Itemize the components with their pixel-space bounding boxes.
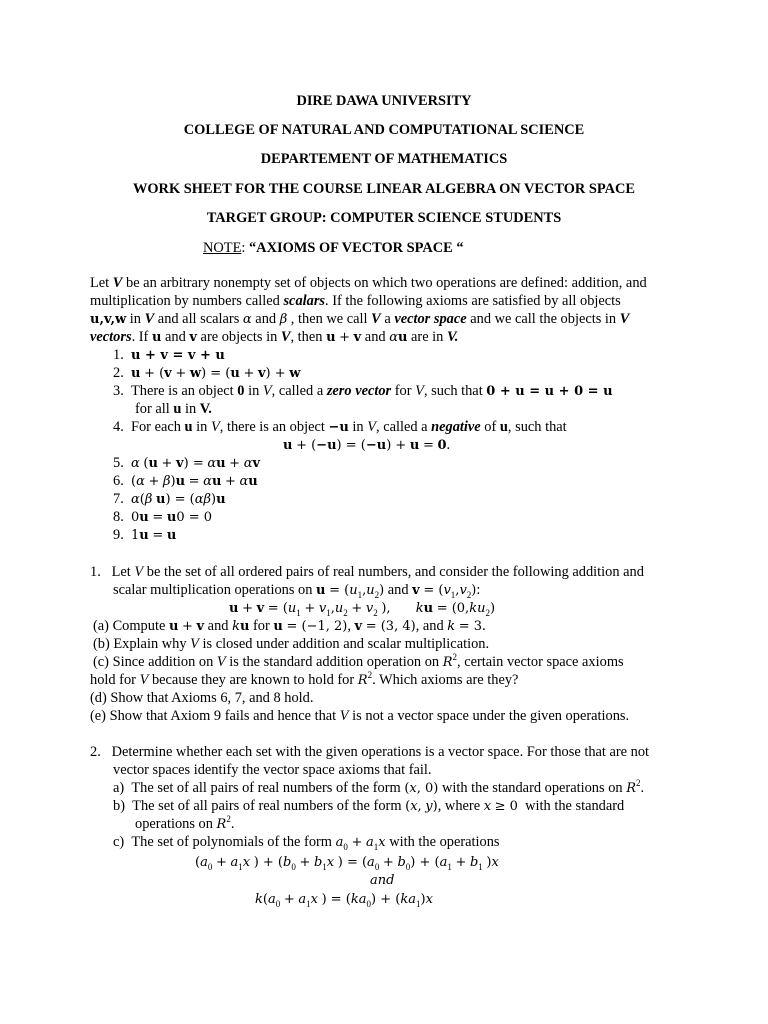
axiom-9: 9. 1u = u <box>113 527 177 543</box>
q1-part-c: (c) Since addition on V is the standard addition operation on $R^2$, certain vector space axioms <box>93 652 624 670</box>
q1-part-c-cont: hold for V because they are known to hold for $R^2$. Which axioms are they? <box>90 670 519 688</box>
intro-line-4: vectors. If u and v are objects in V, then u + v and αu are in V. <box>90 329 459 345</box>
q1-line-1: 1. Let V be the set of all ordered pairs of real numbers, and consider the following addition and <box>90 564 644 580</box>
worksheet-title: WORK SHEET FOR THE COURSE LINEAR ALGEBRA ON VECTOR SPACE <box>132 181 636 197</box>
axiom-2: 2. u + (v + w) = (u + v) + w <box>113 365 301 381</box>
note-label: NOTE <box>203 240 242 256</box>
q2-scalar-formula: $k(a_0 + a_1x$ ) = $(ka_0) + (ka_1)x$ <box>255 892 433 909</box>
college-title: COLLEGE OF NATURAL AND COMPUTATIONAL SCIENCE <box>183 122 585 138</box>
intro-line-2: multiplication by numbers called scalars. If the following axioms are satisfied by all objects <box>90 293 621 309</box>
axiom-8: 8. 0u = u0 = 0 <box>113 509 213 525</box>
q2-line-2: vector spaces identify the vector space axioms that fail. <box>113 762 432 778</box>
axiom-7: 7. α(β u) = (αβ)u <box>113 491 226 507</box>
q2-part-b: b) The set of all pairs of real numbers of the form (x, y), where x ≥ 0 with the standard <box>113 798 625 814</box>
note-title: “AXIOMS OF VECTOR SPACE “ <box>248 240 464 256</box>
axiom-1: 1. u + v = v + u <box>113 347 225 363</box>
q1-part-d: (d) Show that Axioms 6, 7, and 8 hold. <box>90 690 314 706</box>
q1-line-2: scalar multiplication operations on $u = (u_1,u_2)$ and $v = (v_1,v_2)$: <box>113 582 481 600</box>
axiom-3: 3. There is an object 0 in V, called a zero vector for V, such that 0 + u = u + 0 = u <box>113 383 613 399</box>
q2-and: and <box>370 873 395 888</box>
q2-line-1: 2. Determine whether each set with the given operations is a vector space. For those that are not <box>90 744 650 760</box>
q2-part-b-cont: operations on $R^2$. <box>135 814 235 832</box>
target-group: TARGET GROUP: COMPUTER SCIENCE STUDENTS <box>206 210 562 226</box>
q1-operations: $u + v = (u_1 + v_1,u_2 + v_2$ ), ku = $(0,ku_2)$ <box>229 601 496 618</box>
q1-part-e: (e) Show that Axiom 9 fails and hence that V is not a vector space under the given operations. <box>90 708 630 724</box>
university-title: DIRE DAWA UNIVERSITY <box>296 93 472 109</box>
q2-part-a: a) The set of all pairs of real numbers of the form (x, 0) with the standard operations on $R^2$. <box>113 778 645 796</box>
note-heading: NOTE: “AXIOMS OF VECTOR SPACE “ <box>203 240 464 256</box>
axiom-3-cont: for all u in V. <box>135 401 212 417</box>
intro-line-3: u,v,w in V and all scalars α and β , then we call V a vector space and we call the objects in V <box>90 311 630 327</box>
q2-part-c: c) The set of polynomials of the form $a_0 + a_1x$ with the operations <box>113 834 500 852</box>
q1-part-a: (a) Compute u + v and ku for u = (−1, 2), v = (3, 4), and k = 3. <box>93 618 486 634</box>
axiom-5: 5. α (u + v) = αu + αv <box>113 455 261 471</box>
q1-part-b: (b) Explain why V is closed under addition and scalar multiplication. <box>93 636 490 652</box>
axiom-6: 6. (α + β)u = αu + αu <box>113 473 258 489</box>
axiom-4-formula: u + (−u) = (−u) + u = 0. <box>283 437 451 453</box>
axiom-4: 4. For each u in V, there is an object −u in V, called a negative of u, such that <box>113 419 567 435</box>
department-title: DEPARTEMENT OF MATHEMATICS <box>260 151 508 167</box>
q2-addition-formula: ($a_0 + a_1x$ ) + ($b_0 + b_1x$ ) = $(a_0 + b_0) + (a_1 + b_1$ )x <box>195 855 499 872</box>
intro-line-1: Let V be an arbitrary nonempty set of objects on which two operations are defined: addition, and <box>90 275 647 291</box>
